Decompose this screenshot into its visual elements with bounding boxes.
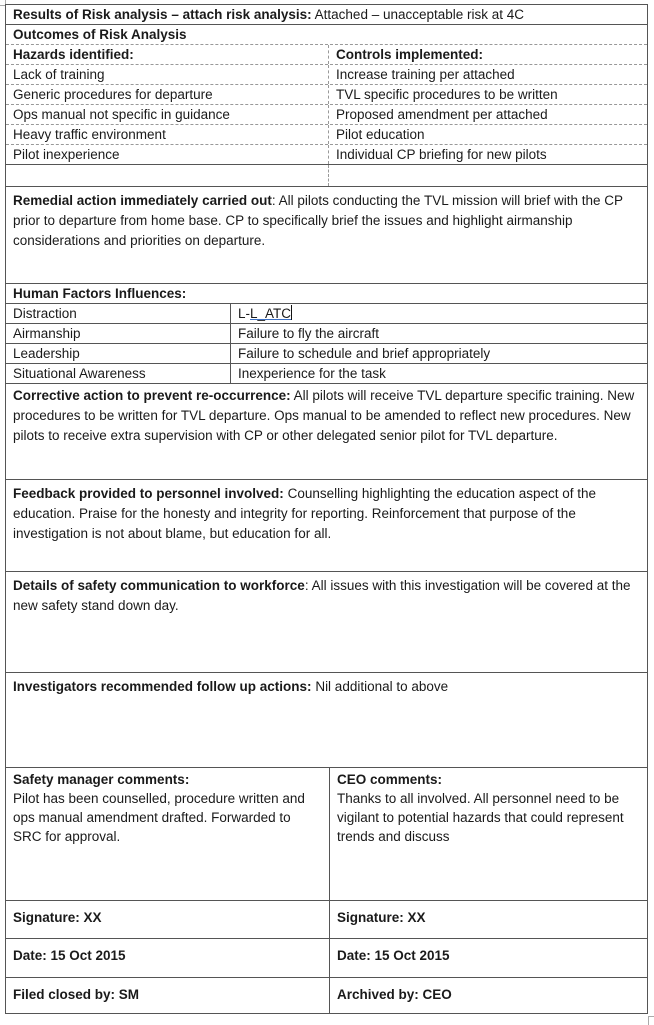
hazard-cell[interactable]: Heavy traffic environment bbox=[13, 127, 166, 142]
factor-cell[interactable]: Airmanship bbox=[13, 326, 81, 341]
ceo-comments-label: CEO comments: bbox=[337, 772, 443, 787]
safety-communication-text: : All issues with this investigation will be covered at the new safety stand down day. bbox=[13, 578, 631, 613]
safety-manager-comments-cell[interactable] bbox=[6, 768, 329, 900]
hazard-row bbox=[6, 145, 647, 165]
outcomes-title: Outcomes of Risk Analysis bbox=[13, 27, 187, 42]
hazard-row bbox=[6, 85, 647, 105]
human-factors-title-row bbox=[6, 284, 647, 304]
safety-communication-label: Details of safety communication to workforce bbox=[13, 578, 305, 593]
control-cell[interactable]: Increase training per attached bbox=[328, 65, 647, 84]
hazard-row bbox=[6, 65, 647, 85]
followup-actions-label: Investigators recommended follow up actions: bbox=[13, 679, 312, 694]
factor-detail-cell[interactable] bbox=[230, 304, 647, 323]
factor-cell[interactable]: Distraction bbox=[13, 306, 77, 321]
corrective-action-section[interactable] bbox=[6, 384, 647, 480]
risk-results-value: Attached – unacceptable risk at 4C bbox=[311, 7, 525, 22]
control-cell[interactable]: Individual CP briefing for new pilots bbox=[328, 145, 647, 164]
human-factor-row bbox=[6, 364, 647, 384]
ceo-comments-cell[interactable] bbox=[329, 768, 647, 900]
hazard-row bbox=[6, 105, 647, 125]
safety-manager-comments-text: Pilot has been counselled, procedure written and ops manual amendment drafted. Forwarded to SRC for approval. bbox=[13, 791, 305, 844]
human-factor-row bbox=[6, 324, 647, 344]
risk-results-label: Results of Risk analysis – attach risk analysis: bbox=[13, 7, 312, 22]
controls-header: Controls implemented: bbox=[328, 45, 647, 64]
corrective-action-text: All pilots will receive TVL departure specific training. New procedures to be written for TVL departure. Ops manual to be amended to reflect new procedures. New pilots to receive extra supervision with CP or other delegated senior pilot for TVL departure. bbox=[13, 388, 635, 443]
hazard-cell[interactable]: Lack of training bbox=[13, 67, 105, 82]
human-factor-row bbox=[6, 344, 647, 364]
date-row bbox=[6, 939, 647, 978]
ceo-signature[interactable]: Signature: XX bbox=[329, 901, 647, 938]
factor-detail-cell[interactable]: Failure to fly the aircraft bbox=[230, 324, 647, 343]
control-cell[interactable]: Proposed amendment per attached bbox=[328, 105, 647, 124]
factor-detail-cell[interactable]: Inexperience for the task bbox=[230, 364, 647, 383]
text-cursor bbox=[291, 305, 292, 320]
factor-detail-cell[interactable]: Failure to schedule and brief appropriately bbox=[230, 344, 647, 363]
feedback-section[interactable] bbox=[6, 480, 647, 572]
hazard-cell-empty[interactable] bbox=[6, 165, 328, 186]
risk-results-row bbox=[6, 5, 647, 25]
incident-report-form bbox=[5, 4, 648, 1014]
remedial-action-label: Remedial action immediately carried out bbox=[13, 193, 272, 208]
followup-actions-section[interactable] bbox=[6, 673, 647, 768]
feedback-label: Feedback provided to personnel involved: bbox=[13, 486, 284, 501]
factor-detail-underlined: L_ATC bbox=[250, 306, 292, 321]
safety-manager-signature[interactable]: Signature: XX bbox=[13, 910, 102, 925]
ceo-comments-text: Thanks to all involved. All personnel need to be vigilant to potential hazards that could represent trends and discuss bbox=[337, 791, 624, 844]
hazard-cell[interactable]: Generic procedures for departure bbox=[13, 87, 213, 102]
hazards-header: Hazards identified: bbox=[13, 47, 134, 62]
corrective-action-label: Corrective action to prevent re-occurrence: bbox=[13, 388, 291, 403]
signature-row bbox=[6, 901, 647, 939]
hazards-header-row bbox=[6, 45, 647, 65]
comments-row bbox=[6, 768, 647, 901]
factor-cell[interactable]: Situational Awareness bbox=[13, 366, 146, 381]
outcomes-title-row bbox=[6, 25, 647, 45]
safety-manager-comments-label: Safety manager comments: bbox=[13, 772, 190, 787]
control-cell[interactable]: TVL specific procedures to be written bbox=[328, 85, 647, 104]
control-cell[interactable]: Pilot education bbox=[328, 125, 647, 144]
safety-communication-section[interactable] bbox=[6, 572, 647, 673]
hazard-row bbox=[6, 125, 647, 145]
hazard-row-empty bbox=[6, 165, 647, 187]
remedial-action-text: : All pilots conducting the TVL mission will brief with the CP prior to departure from home base. CP to specifically brief the issues and highlight airmanship considerations and priorities on departure. bbox=[13, 193, 623, 248]
safety-manager-date[interactable]: Date: 15 Oct 2015 bbox=[13, 948, 126, 963]
archived-by[interactable]: Archived by: CEO bbox=[329, 978, 647, 1014]
hazard-cell[interactable]: Ops manual not specific in guidance bbox=[13, 107, 230, 122]
ceo-date[interactable]: Date: 15 Oct 2015 bbox=[329, 939, 647, 977]
feedback-text: Counselling highlighting the education aspect of the education. Praise for the honesty and integrity for reporting. Reinforcement that purpose of the investigation is not about blame, but education for all. bbox=[13, 486, 597, 541]
risk-results-cell[interactable] bbox=[6, 5, 647, 24]
hazard-cell[interactable]: Pilot inexperience bbox=[13, 147, 120, 162]
factor-detail-prefix: L- bbox=[238, 306, 251, 321]
human-factors-title: Human Factors Influences: bbox=[13, 286, 187, 301]
filed-closed-by[interactable]: Filed closed by: SM bbox=[13, 987, 140, 1002]
followup-actions-text: Nil additional to above bbox=[311, 679, 449, 694]
human-factor-row bbox=[6, 304, 647, 324]
factor-cell[interactable]: Leadership bbox=[13, 346, 80, 361]
control-cell-empty[interactable] bbox=[328, 165, 647, 186]
closure-row bbox=[6, 978, 647, 1014]
remedial-action-section[interactable] bbox=[6, 187, 647, 284]
